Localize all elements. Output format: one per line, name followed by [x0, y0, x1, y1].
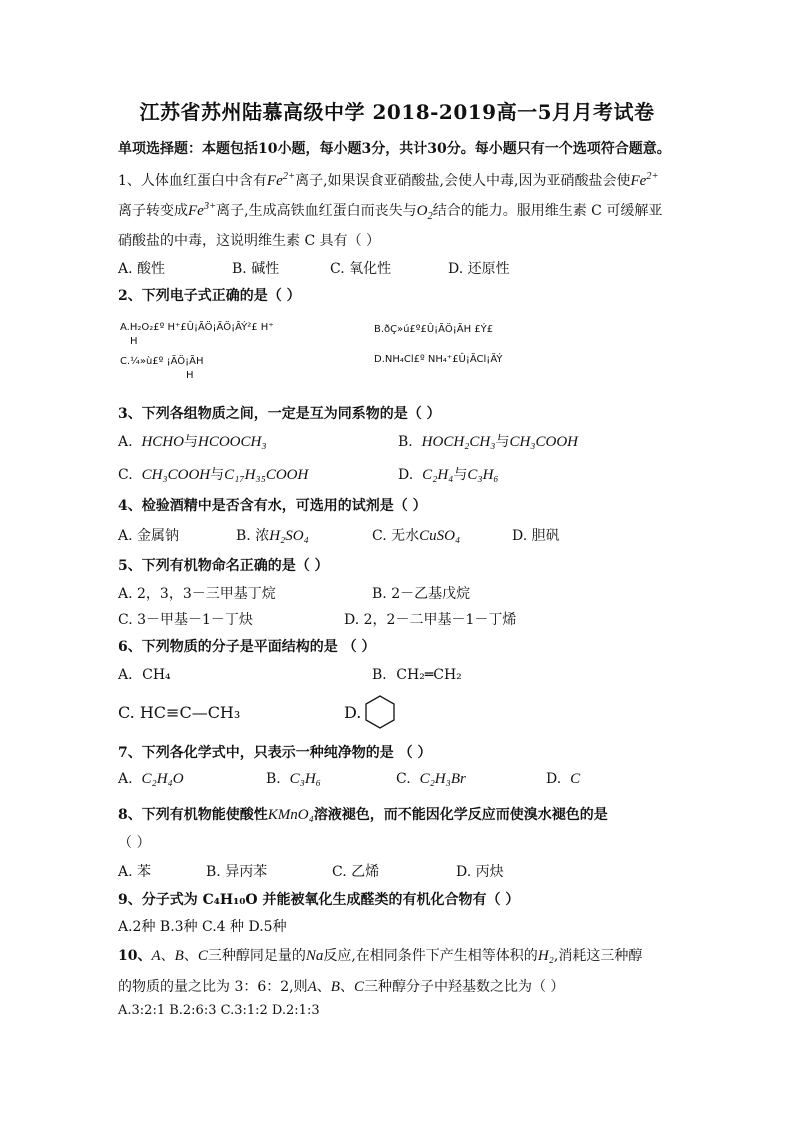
q5-option-d: D. 2，2－二甲基－1－丁烯 — [344, 612, 517, 628]
q3-option-a: A. HCHO与HCOOCH₃ — [118, 434, 267, 450]
q2-option-c-h: H — [186, 370, 194, 381]
q6-option-c: C. HC≡C—CH₃ — [118, 703, 241, 722]
q1-option-d: D. 还原性 — [448, 261, 510, 277]
q4-option-c: C. 无水CuSO₄ — [372, 528, 461, 544]
q8-option-b: B. 异丙苯 — [206, 864, 268, 880]
q7-option-c: C. C₂H₃Br — [396, 771, 466, 787]
q7-stem: 7、下列各化学式中，只表示一种纯净物的是 （ ） — [118, 745, 432, 761]
q6-stem: 6、下列物质的分子是平面结构的是 （ ） — [118, 639, 376, 655]
q7-option-b: B. C₃H₆ — [266, 771, 321, 787]
q1-line-1: 1、人体血红蛋白中含有$Fe^{2+}$离子,如果误食亚硝酸盐,会使人中毒,因为亚硝酸盐会使$Fe^{2+}$ — [118, 171, 659, 189]
q7-option-a: A. C₂H₄O — [118, 771, 184, 787]
fe2-ion: $Fe^{2+}$ — [266, 171, 296, 189]
q2-option-d: D.NH₄Cl£º NH₄⁺£Û¡ÃCl¡ÃÝ — [374, 354, 503, 365]
q1-option-b: B. 碱性 — [232, 261, 280, 277]
q8-paren: （ ） — [118, 835, 151, 851]
section-instruction: 单项选择题：本题包括10小题，每小题3分，共计30分。每小题只有一个选项符合题意。 — [118, 141, 671, 157]
q8-option-a: A. 苯 — [118, 864, 152, 880]
q2-stem: 2、下列电子式正确的是（ ） — [118, 288, 301, 304]
q2-option-b: B.ðÇ»ú£º£Û¡ÃÖ¡ÃH £Ý£ — [374, 324, 494, 335]
q4-stem: 4、检验酒精中是否含有水，可选用的试剂是（ ） — [118, 498, 427, 514]
q5-option-a: A. 2，3，3－三甲基丁烷 — [118, 586, 276, 602]
cyclohexane-hexagon-icon — [362, 694, 398, 730]
q1-line-2: 离子转变成$Fe^{3+}$离子,生成高铁血红蛋白而丧失与$O_2$结合的能力。服用维生素 C 可缓解亚 — [118, 201, 663, 222]
q5-option-b: B. 2－乙基戊烷 — [372, 586, 471, 602]
q2-option-a-h: H — [130, 336, 138, 347]
q2-option-c: C.¼»ù£º ¡ÃÖ¡ÃH — [120, 356, 204, 367]
q10-line-1: 10、A、B、C三种醇同足量的Na反应,在相同条件下产生相等体积的H₂,消耗这三种醇 — [118, 948, 643, 964]
q10-line-2: 的物质的量之比为 3：6：2,则A、B、C三种醇分子中羟基数之比为（ ） — [118, 979, 565, 995]
q7-option-d: D. C — [546, 771, 581, 787]
q6-option-a: A．CH₄ — [118, 667, 171, 683]
exam-title: 江苏省苏州陆慕高级中学 2018-2019高一5月月考试卷 — [139, 100, 655, 124]
q9-stem: 9、分子式为 C₄H₁₀O 并能被氧化生成醛类的有机化合物有（ ） — [118, 892, 520, 908]
q8-option-d: D. 丙炔 — [456, 864, 504, 880]
q8-option-c: C. 乙烯 — [332, 864, 380, 880]
q8-stem: 8、下列有机物能使酸性KMnO₄溶液褪色，而不能因化学反应而使溴水褪色的是 — [118, 807, 608, 823]
q4-option-a: A. 金属钠 — [118, 528, 180, 544]
q1-option-c: C. 氧化性 — [330, 261, 392, 277]
q3-option-d: D. C₂H₄与C₃H₆ — [398, 467, 499, 483]
q1-option-a: A. 酸性 — [118, 261, 166, 277]
q4-option-b: B. 浓H₂SO₄ — [236, 528, 309, 544]
q2-option-a: A.H₂O₂£º H⁺£Û¡ÃÖ¡ÃÖ¡ÃÝ²£ H⁺ — [120, 322, 274, 333]
q6-option-d: D. — [344, 703, 362, 722]
q3-stem: 3、下列各组物质之间，一定是互为同系物的是（ ） — [118, 406, 441, 422]
q1-line-3: 硝酸盐的中毒，这说明维生素 C 具有（ ） — [118, 233, 381, 249]
q4-option-d: D. 胆矾 — [512, 528, 560, 544]
q10-options: A.3:2:1 B.2:6:3 C.3:1:2 D.2:1:3 — [118, 1003, 320, 1018]
q5-option-c: C. 3－甲基－1－丁炔 — [118, 612, 253, 628]
q3-option-c: C. CH₃COOH与C₁₇H₃₅COOH — [118, 467, 309, 483]
q9-options: A.2种 B.3种 C.4 种 D.5种 — [118, 919, 287, 935]
q3-option-b: B. HOCH₂CH₃与CH₃COOH — [398, 434, 578, 450]
q6-option-b: B．CH₂═CH₂ — [372, 667, 462, 683]
q5-stem: 5、下列有机物命名正确的是（ ） — [118, 558, 329, 574]
